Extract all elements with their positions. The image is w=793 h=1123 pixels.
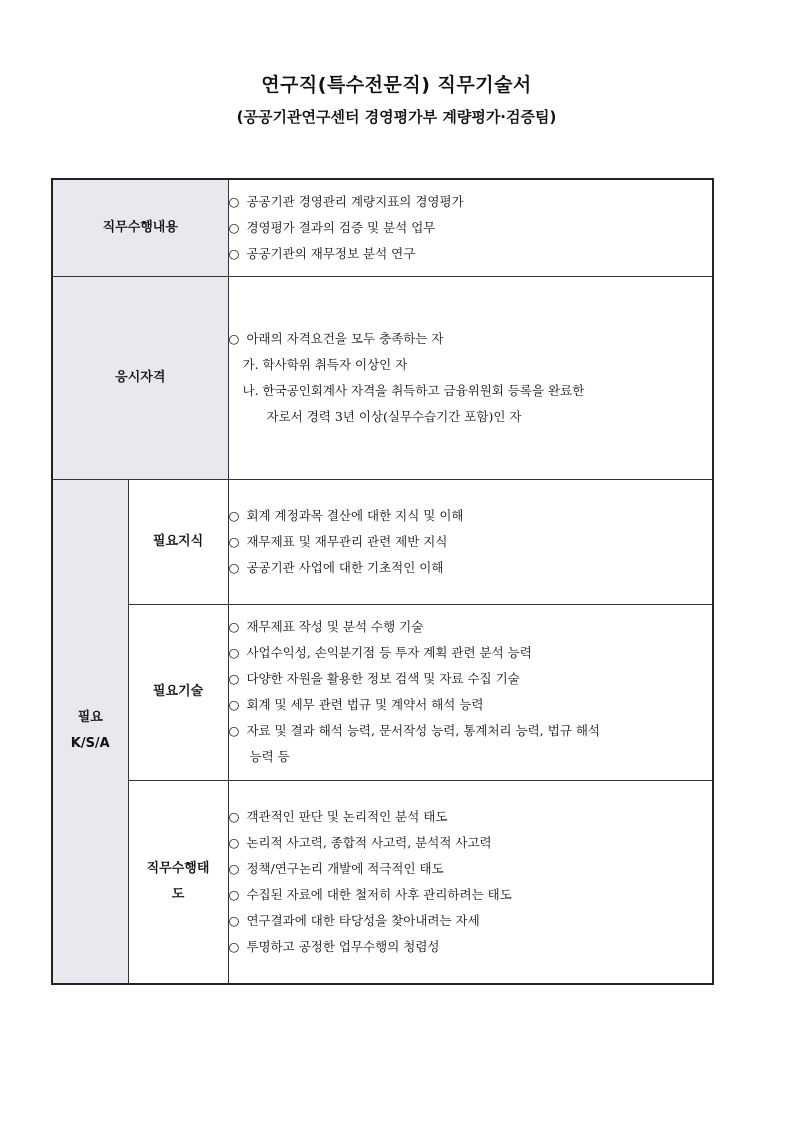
list-item-continuation: 능력 등 [249,749,290,764]
list-item: ○ 경영평가 결과의 검증 및 분석 업무 [229,215,713,241]
list-item: ○ 객관적인 판단 및 논리적인 분석 태도 [229,804,713,830]
qualification-row [52,276,713,479]
list-item: ○ 사업수익성, 손익분기점 등 투자 계획 관련 분석 능력 [229,640,713,666]
list-item: ○ 공공기관 경영관리 계량지표의 경영평가 [229,189,713,215]
qualification-label: 응시자격 [52,276,228,479]
ksa-label-line2: K/S/A [70,736,110,752]
qualification-item-b: 나. 한국공인회계사 자격을 취득하고 금융위원회 등록을 완료한 [242,382,585,398]
qualification-content [228,276,713,479]
list-item: ○ 재무제표 및 재무관리 관련 제반 지식 [229,529,713,555]
duties-content [228,179,713,276]
ksa-label [52,479,128,984]
list-item: ○ 자료 및 결과 해석 능력, 문서작성 능력, 통계처리 능력, 법규 해석 [229,718,713,744]
attitude-label-line2: 도 [171,886,185,902]
job-description-table [51,178,714,985]
skills-row [52,604,713,780]
ksa-label-line1: 필요 [77,710,103,726]
list-item: ○ 회계 계정과목 결산에 대한 지식 및 이해 [229,503,713,529]
duties-row [52,179,713,276]
duties-label: 직무수행내용 [52,179,228,276]
list-item: ○ 논리적 사고력, 종합적 사고력, 분석적 사고력 [229,830,713,856]
attitude-row [52,780,713,984]
skills-content [228,604,713,780]
list-item: ○ 연구결과에 대한 타당성을 찾아내려는 자세 [229,908,713,934]
skills-label: 필요기술 [128,604,228,780]
list-item: ○ 정책/연구논리 개발에 적극적인 태도 [229,856,713,882]
document-title: 연구직(특수전문직) 직무기술서 [261,74,532,96]
list-item: ○ 투명하고 공정한 업무수행의 청렴성 [229,934,713,960]
knowledge-content [228,479,713,604]
attitude-content [228,780,713,984]
qualification-item-a: 가. 학사학위 취득자 이상인 자 [242,356,408,372]
knowledge-row [52,479,713,604]
qualification-item-b-cont: 자로서 경력 3년 이상(실무수습기간 포함)인 자 [266,408,522,424]
list-item: ○ 수집된 자료에 대한 철저히 사후 관리하려는 태도 [229,882,713,908]
list-item: ○ 공공기관의 재무정보 분석 연구 [229,241,713,267]
qualification-intro: ○ 아래의 자격요건을 모두 충족하는 자 [229,326,713,352]
attitude-label [128,780,228,984]
list-item: ○ 회계 및 세무 관련 법규 및 계약서 해석 능력 [229,692,713,718]
document-subtitle: (공공기관연구센터 경영평가부 계량평가·검증팀) [236,108,557,126]
list-item: ○ 다양한 자원을 활용한 정보 검색 및 자료 수집 기술 [229,666,713,692]
list-item: ○ 재무제표 작성 및 분석 수행 기술 [229,614,713,640]
list-item: ○ 공공기관 사업에 대한 기초적인 이해 [229,555,713,581]
knowledge-label: 필요지식 [128,479,228,604]
attitude-label-line1: 직무수행태 [146,860,210,876]
